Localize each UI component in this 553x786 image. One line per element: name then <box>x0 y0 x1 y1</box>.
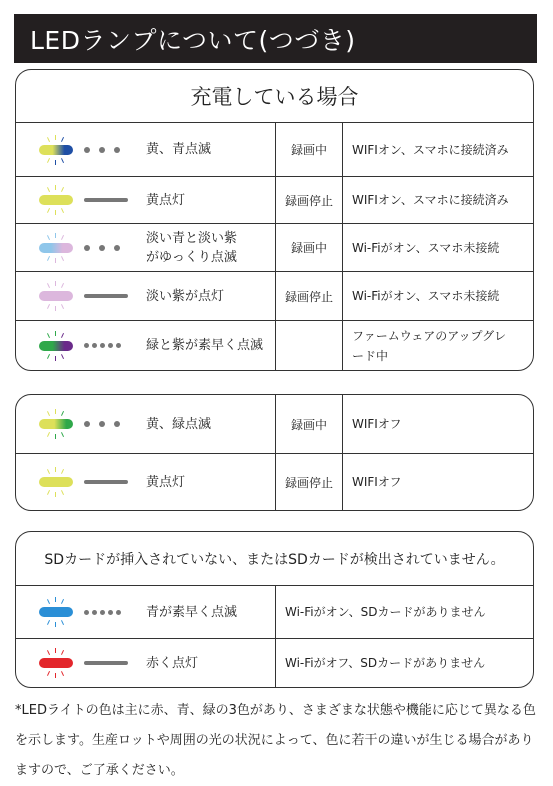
led-light <box>39 477 73 487</box>
led-indicator-icon <box>36 233 76 263</box>
led-ray <box>55 648 56 653</box>
connection-status: WIFIオン、スマホに接続済み <box>352 142 509 157</box>
recording-state-cell <box>275 395 342 453</box>
led-ray <box>47 599 50 604</box>
blink-dot <box>84 421 90 427</box>
led-ray <box>61 411 64 416</box>
table-row <box>16 321 533 370</box>
led-ray <box>55 492 56 497</box>
led-ray <box>47 353 50 358</box>
connection-status-cell <box>342 177 533 223</box>
connection-status-cell <box>342 321 533 370</box>
blink-dot <box>92 343 97 348</box>
recording-state-cell <box>275 123 342 176</box>
solid-light-icon <box>84 480 136 484</box>
led-indicator-icon <box>36 597 76 627</box>
led-ray <box>55 597 56 602</box>
blink-dot <box>84 343 89 348</box>
led-ray <box>61 283 64 288</box>
page-header <box>14 14 537 63</box>
led-ray <box>47 255 50 260</box>
led-ray <box>55 258 56 263</box>
led-light <box>39 607 73 617</box>
led-pattern-cell <box>16 639 275 687</box>
sd-card-panel <box>15 531 534 688</box>
table-row <box>16 395 533 454</box>
led-indicator-icon <box>36 467 76 497</box>
led-description: 赤く点灯 <box>146 655 199 671</box>
led-pattern-cell <box>16 177 275 223</box>
led-ray <box>61 187 64 192</box>
led-ray <box>61 490 64 495</box>
connection-status-cell <box>342 272 533 320</box>
blink-dot <box>84 245 90 251</box>
table-row <box>16 123 533 177</box>
led-ray <box>61 469 64 474</box>
table-row <box>16 586 533 639</box>
connection-status-cell <box>275 639 533 687</box>
led-light <box>39 341 73 351</box>
led-description: 淡い紫が点灯 <box>146 288 225 304</box>
led-description: 青が素早く点滅 <box>146 604 238 620</box>
blink-dot <box>100 343 105 348</box>
solid-line <box>84 661 128 665</box>
led-indicator-icon <box>36 281 76 311</box>
table-row <box>16 272 533 321</box>
led-ray <box>61 136 64 141</box>
connection-status: Wi-Fiがオフ、SDカードがありません <box>285 656 486 670</box>
recording-state-cell <box>275 321 342 370</box>
led-light <box>39 145 73 155</box>
connection-status: ファームウェアのアップグレ ード中 <box>352 328 507 363</box>
blink-dot <box>108 343 113 348</box>
connection-status-cell <box>342 395 533 453</box>
led-ray <box>47 304 50 309</box>
slow-blink-icon <box>84 421 136 427</box>
led-light <box>39 195 73 205</box>
solid-line <box>84 480 128 484</box>
connection-status-cell <box>275 586 533 638</box>
footnote: *LEDライトの色は主に赤、青、緑の3色があり、さまざまな状態や機能に応じて異なる色を示します。生産ロットや周囲の光の状況によって、色に若干の違いが生じる場合がありますので、ご了承ください。 <box>15 703 536 778</box>
blink-dot <box>84 147 90 153</box>
table-row <box>16 224 533 272</box>
led-ray <box>61 332 64 337</box>
led-ray <box>55 622 56 627</box>
led-ray <box>47 411 50 416</box>
led-description: 黄点灯 <box>146 192 186 208</box>
led-pattern-cell <box>16 586 275 638</box>
solid-light-icon <box>84 294 136 298</box>
led-pattern-cell <box>16 123 275 176</box>
solid-light-icon <box>84 661 136 665</box>
led-ray <box>61 157 64 162</box>
led-light <box>39 243 73 253</box>
blink-dot <box>108 610 113 615</box>
blink-dot <box>84 610 89 615</box>
led-ray <box>55 409 56 414</box>
led-indicator-icon <box>36 331 76 361</box>
led-ray <box>55 135 56 140</box>
blink-dot <box>99 245 105 251</box>
led-indicator-icon <box>36 648 76 678</box>
recording-state: 録画中 <box>290 241 327 255</box>
led-ray <box>47 620 50 625</box>
led-ray <box>47 432 50 437</box>
blink-dot <box>114 421 120 427</box>
led-ray <box>55 210 56 215</box>
recording-state-cell <box>275 177 342 223</box>
recording-state-cell <box>275 224 342 271</box>
led-ray <box>47 234 50 239</box>
blink-dot <box>100 610 105 615</box>
solid-line <box>84 294 128 298</box>
fast-blink-icon <box>84 610 136 615</box>
led-ray <box>47 208 50 213</box>
led-ray <box>61 432 64 437</box>
table-row <box>16 639 533 687</box>
connection-status: Wi-Fiがオン、スマホ未接続 <box>352 240 500 255</box>
led-ray <box>61 599 64 604</box>
recording-state: 録画中 <box>290 417 327 432</box>
led-ray <box>55 281 56 286</box>
connection-status: Wi-Fiがオン、SDカードがありません <box>285 605 486 619</box>
solid-light-icon <box>84 198 136 202</box>
connection-status-cell <box>342 224 533 271</box>
led-ray <box>47 283 50 288</box>
sd-card-rows <box>16 586 533 687</box>
charging-panel-title: 充電している場合 <box>16 70 533 123</box>
recording-state: 録画中 <box>290 143 327 157</box>
led-ray <box>47 187 50 192</box>
led-indicator-icon <box>36 135 76 165</box>
led-description: 黄、緑点滅 <box>146 416 212 432</box>
recording-state-cell <box>275 454 342 510</box>
charging-panel <box>15 69 534 371</box>
led-ray <box>55 331 56 336</box>
led-ray <box>61 304 64 309</box>
led-pattern-cell <box>16 272 275 320</box>
led-light <box>39 658 73 668</box>
led-description: 黄点灯 <box>146 474 186 490</box>
blink-dot <box>92 610 97 615</box>
led-pattern-cell <box>16 454 275 510</box>
led-ray <box>47 490 50 495</box>
blink-dot <box>99 421 105 427</box>
led-pattern-cell <box>16 395 275 453</box>
led-ray <box>47 332 50 337</box>
connection-status-cell <box>342 123 533 176</box>
led-indicator-icon <box>36 409 76 439</box>
blink-dot <box>99 147 105 153</box>
led-ray <box>55 233 56 238</box>
led-ray <box>61 620 64 625</box>
blink-dot <box>116 610 121 615</box>
blink-dot <box>114 245 120 251</box>
recording-state: 録画停止 <box>284 193 333 208</box>
led-ray <box>55 673 56 678</box>
led-ray <box>61 208 64 213</box>
led-ray <box>61 234 64 239</box>
led-description: 淡い青と淡い紫 がゆっくり点滅 <box>146 230 238 265</box>
led-ray <box>47 650 50 655</box>
led-ray <box>47 136 50 141</box>
led-ray <box>61 255 64 260</box>
led-ray <box>47 469 50 474</box>
not-charging-panel <box>15 394 534 511</box>
table-row <box>16 177 533 224</box>
led-ray <box>55 467 56 472</box>
led-ray <box>61 671 64 676</box>
led-indicator-icon <box>36 185 76 215</box>
table-row <box>16 454 533 510</box>
led-ray <box>55 185 56 190</box>
led-ray <box>55 160 56 165</box>
connection-status: Wi-Fiがオン、スマホ未接続 <box>352 289 500 303</box>
connection-status: WIFIオン、スマホに接続済み <box>352 193 509 207</box>
led-pattern-cell <box>16 321 275 370</box>
led-ray <box>55 306 56 311</box>
led-description: 緑と紫が素早く点滅 <box>146 338 264 353</box>
led-ray <box>61 353 64 358</box>
connection-status: WIFIオフ <box>352 417 402 431</box>
led-pattern-cell <box>16 224 275 271</box>
page-title: LEDランプについて(つづき) <box>30 25 356 55</box>
sd-card-panel-title: SDカードが挿入されていない、またはSDカードが検出されていません。 <box>16 532 533 586</box>
led-ray <box>47 671 50 676</box>
blink-dot <box>116 343 121 348</box>
led-light <box>39 419 73 429</box>
slow-blink-icon <box>84 245 136 251</box>
solid-line <box>84 198 128 202</box>
led-ray <box>47 157 50 162</box>
fast-blink-icon <box>84 343 136 348</box>
connection-status: WIFIオフ <box>352 475 402 489</box>
recording-state: 録画停止 <box>284 475 333 490</box>
led-ray <box>55 434 56 439</box>
slow-blink-icon <box>84 147 136 153</box>
charging-rows <box>16 123 533 370</box>
led-light <box>39 291 73 301</box>
recording-state-cell <box>275 272 342 320</box>
not-charging-rows <box>16 395 533 510</box>
led-description: 黄、青点滅 <box>146 142 212 157</box>
recording-state: 録画停止 <box>284 289 333 304</box>
connection-status-cell <box>342 454 533 510</box>
led-ray <box>61 650 64 655</box>
led-ray <box>55 356 56 361</box>
blink-dot <box>114 147 120 153</box>
